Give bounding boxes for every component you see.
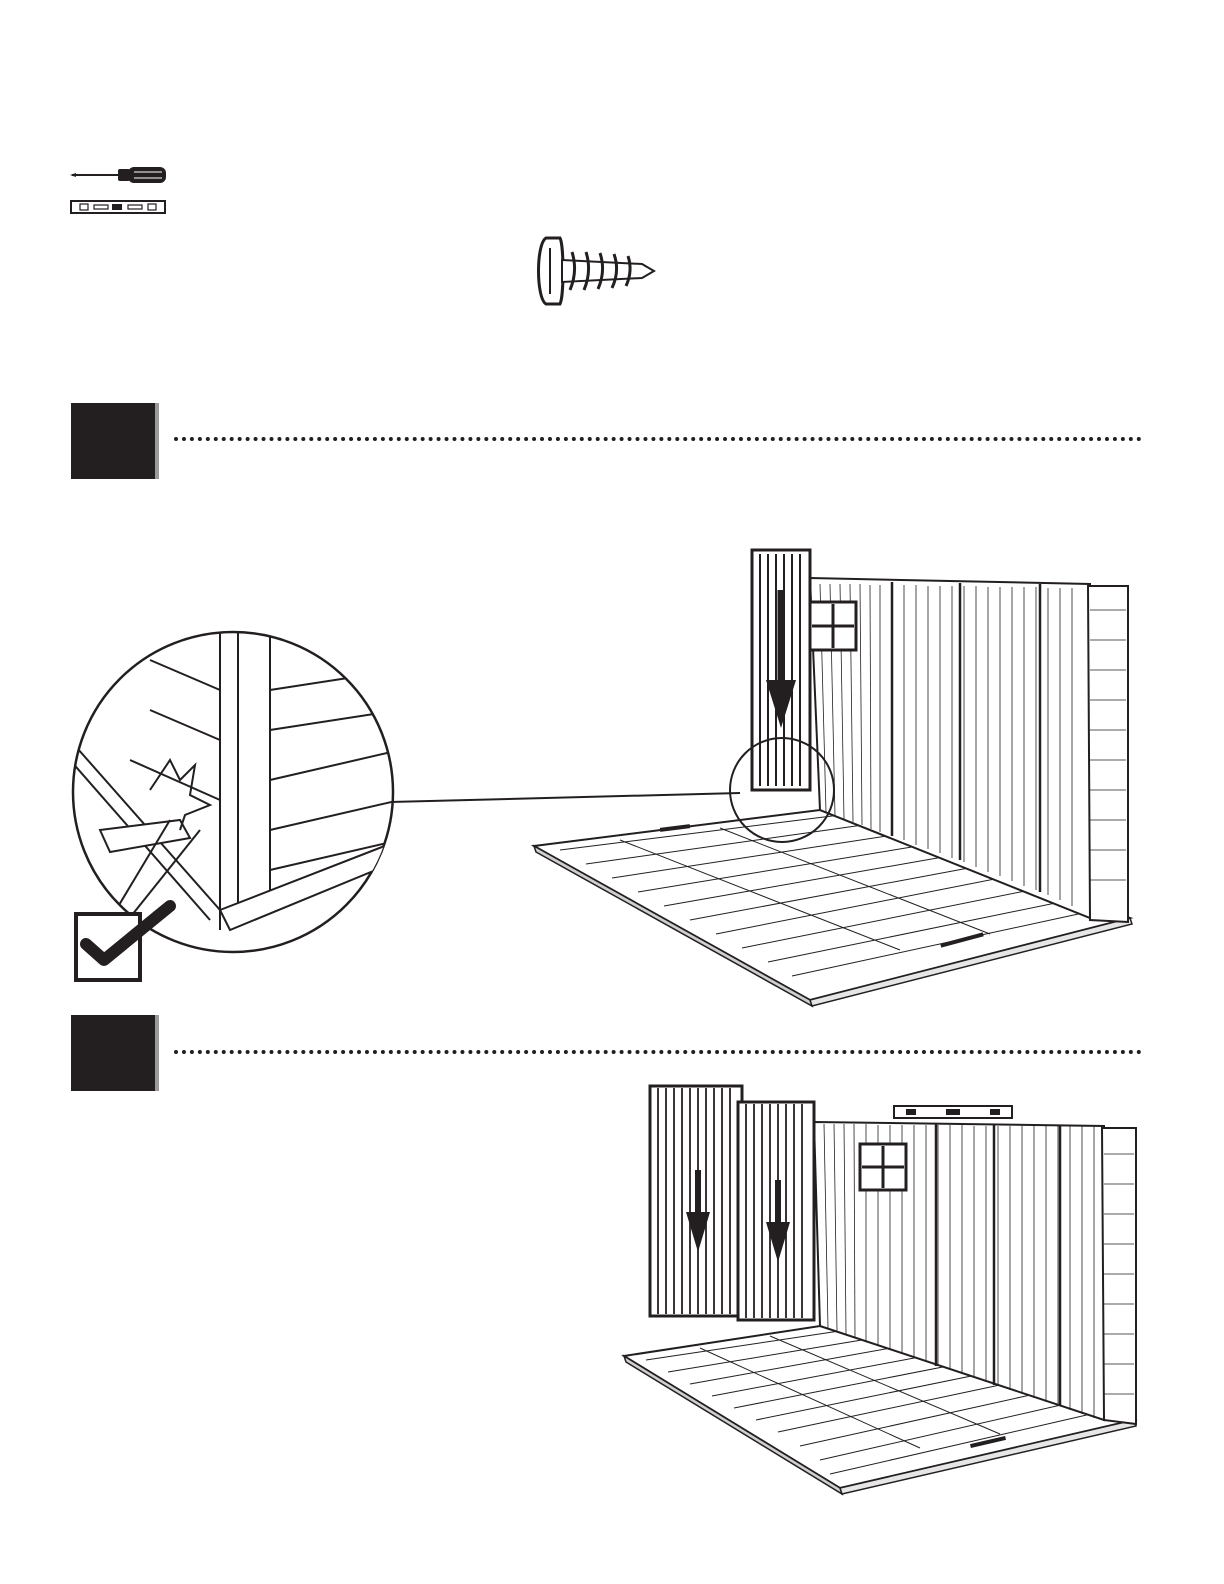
shed-illustration-step-1 [520,540,1140,1010]
shed-illustration-step-2 [620,1080,1144,1500]
screwdriver-icon [70,164,170,186]
screw-icon [532,234,662,308]
step-marker-1 [71,403,155,479]
checkmark-icon [74,900,184,986]
step-marker-2 [71,1015,155,1091]
step-divider-2 [174,1050,1142,1054]
level-icon [70,200,166,214]
step-divider-1 [174,437,1142,441]
detail-connector-line [390,790,740,810]
